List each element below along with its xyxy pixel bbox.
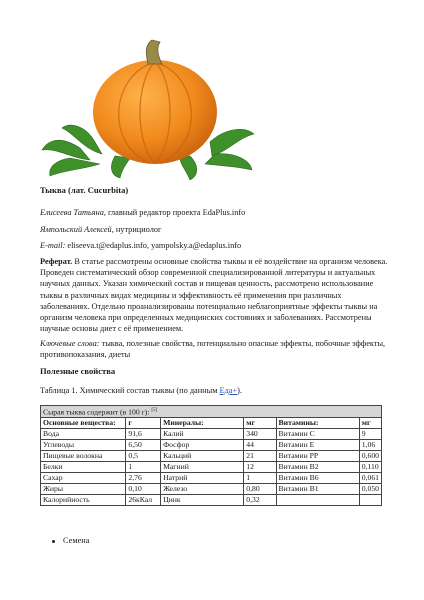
col-header: мг [359, 417, 381, 428]
caption-text: Таблица 1. Химический состав тыквы (по данным [40, 386, 220, 395]
table-cell: 44 [244, 439, 276, 450]
table-cell: 9 [359, 428, 381, 439]
table-cell [359, 494, 381, 505]
email-label: E-mail: [40, 241, 66, 250]
abstract-text: В статье рассмотрены основные свойства тыквы и её воздействие на организм человека. Проведен систематический обзор современной специализированной литературы и актуальных научных данных. Указан химический состав и пищевая ценность, рассмотрено использование тыквы в различных видах медицины и эффективность её применения при различных заболеваниях. Отдельно проанализированы потенциально неблагоприятные эффекты тыквы на организм человека при определенных медицинских состояниях и заболеваниях. Рассмотрены научные основы диет с её применением. [40, 257, 388, 334]
col-header: Основные вещества: [41, 417, 126, 428]
table-row [41, 450, 382, 461]
table-cell: Жиры [41, 483, 126, 494]
table-cell: Кальций [161, 450, 244, 461]
table-cell: 0,061 [359, 472, 381, 483]
table-cell: 91,6 [126, 428, 161, 439]
author-line-1 [40, 207, 390, 218]
table-cell: Калий [161, 428, 244, 439]
table-cell: Магний [161, 461, 244, 472]
reference-link[interactable]: [5] [151, 408, 158, 413]
table-cell: 12 [244, 461, 276, 472]
author-line-2 [40, 224, 390, 235]
table-cell: Сахар [41, 472, 126, 483]
table-cell: 0,600 [359, 450, 381, 461]
edaplus-link[interactable]: Еда+ [219, 386, 238, 395]
table-columns-row [41, 417, 382, 428]
table-caption [40, 385, 390, 396]
composition-table [40, 405, 382, 506]
table-cell: 1 [244, 472, 276, 483]
email-addresses: eliseeva.t@edaplus.info, yampolsky.a@edaplus.info [65, 241, 242, 250]
table-cell: 0,80 [244, 483, 276, 494]
col-header: мг [244, 417, 276, 428]
table-body [41, 428, 382, 505]
table-cell: Пищевые волокна [41, 450, 126, 461]
table-cell: 1 [126, 461, 161, 472]
author-role: нутрициолог [113, 225, 162, 234]
table-cell: 0,050 [359, 483, 381, 494]
table-header-text: Сырая тыква содержит (в 100 г): [43, 407, 150, 417]
keywords-paragraph [40, 338, 390, 360]
table-cell: Витамин С [276, 428, 359, 439]
table-cell [276, 494, 359, 505]
table-row [41, 428, 382, 439]
table-cell: Белки [41, 461, 126, 472]
keywords-label: Ключевые слова: [40, 339, 100, 348]
table-cell: 0,5 [126, 450, 161, 461]
table-header-row [41, 406, 382, 418]
table-cell: 21 [244, 450, 276, 461]
table-cell: Витамин РР [276, 450, 359, 461]
table-cell: 340 [244, 428, 276, 439]
table-cell: Витамин В1 [276, 483, 359, 494]
table-cell: Углеводы [41, 439, 126, 450]
list-item-text: Семена [63, 536, 90, 545]
table-cell: Вода [41, 428, 126, 439]
email-line [40, 240, 390, 251]
abstract-label: Реферат. [40, 257, 73, 266]
table-row [41, 494, 382, 505]
col-header: Минералы: [161, 417, 244, 428]
table-row [41, 472, 382, 483]
table-cell: 1,06 [359, 439, 381, 450]
table-cell: 2,76 [126, 472, 161, 483]
author-name: Ямпольский Алексей, [40, 225, 114, 234]
col-header: Витамины: [276, 417, 359, 428]
table-cell: Витамин Е [276, 439, 359, 450]
table-cell: 0,110 [359, 461, 381, 472]
table-cell: Цинк [161, 494, 244, 505]
table-cell: Витамин В2 [276, 461, 359, 472]
table-cell: Натрий [161, 472, 244, 483]
table-cell: Фосфор [161, 439, 244, 450]
caption-end: ). [237, 386, 243, 395]
table-row [41, 439, 382, 450]
table-cell: Витамин В6 [276, 472, 359, 483]
list-item [52, 536, 89, 545]
table-cell: 26кКал [126, 494, 161, 505]
section-heading: Полезные свойства [40, 366, 116, 376]
pumpkin-image [40, 30, 270, 180]
table-row [41, 483, 382, 494]
table-cell: Калорийность [41, 494, 126, 505]
abstract-paragraph [40, 256, 390, 334]
table-cell: 6,50 [126, 439, 161, 450]
table-row [41, 461, 382, 472]
bullet-icon [52, 540, 55, 543]
col-header: г [126, 417, 161, 428]
author-name: Елисеева Татьяна, [40, 208, 106, 217]
table-cell: 0,10 [126, 483, 161, 494]
article-title: Тыква (лат. Cucurbita) [40, 185, 129, 195]
table-cell: Железо [161, 483, 244, 494]
author-role: главный редактор проекта EdaPlus.info [105, 208, 246, 217]
keywords-text: тыква, полезные свойства, потенциально опасные эффекты, побочные эффекты, противопоказания, диеты [40, 339, 386, 360]
table-cell: 0,32 [244, 494, 276, 505]
table-header-cell [41, 406, 382, 418]
